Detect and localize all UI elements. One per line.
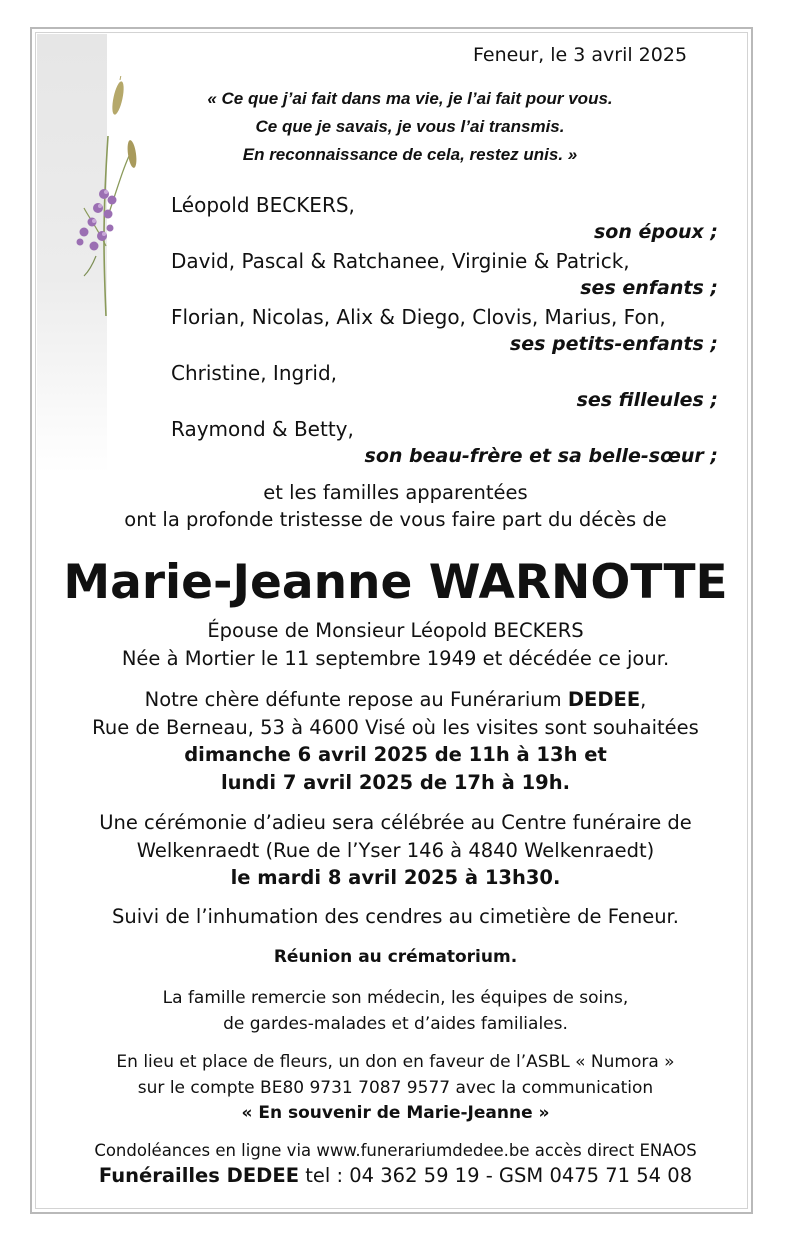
family-names-5: Raymond & Betty,: [171, 417, 354, 441]
family-relation-5: son beau-frère et sa belle-sœur ;: [364, 445, 718, 467]
donation-line-2: sur le compte BE80 9731 7087 9577 avec la communication: [137, 1078, 654, 1098]
rest-line-1-text: Notre chère défunte repose au Funérarium: [144, 688, 568, 711]
quote-line-3: En reconnaissance de cela, restez unis. »: [242, 145, 578, 164]
rest-line-1-suffix: ,: [640, 688, 647, 711]
family-names-2: David, Pascal & Ratchanee, Virginie & Patrick,: [171, 249, 630, 273]
deceased-name: Marie-Jeanne WARNOTTE: [63, 555, 728, 610]
family-relation-4: ses filleules ;: [576, 389, 718, 411]
ceremony-line-1: Une cérémonie d’adieu sera célébrée au Centre funéraire de: [99, 811, 692, 834]
family-relation-3: ses petits-enfants ;: [509, 333, 718, 355]
quote-line-2: Ce que je savais, je vous l’ai transmis.: [255, 117, 565, 136]
birth-line: Née à Mortier le 11 septembre 1949 et décédée ce jour.: [121, 647, 670, 670]
rest-line-2: Rue de Berneau, 53 à 4600 Visé où les visites sont souhaitées: [92, 716, 699, 739]
quote-line-1: « Ce que j’ai fait dans ma vie, je l’ai fait pour vous.: [207, 89, 613, 108]
family-names-4: Christine, Ingrid,: [171, 361, 338, 385]
footer-brand: Funérailles DEDEE: [98, 1164, 300, 1187]
donation-line-1: En lieu et place de fleurs, un don en faveur de l’ASBL « Numora »: [116, 1052, 675, 1072]
family-names-1: Léopold BECKERS,: [171, 193, 355, 217]
flower-illustration: [66, 76, 150, 316]
family-relation-1: son époux ;: [593, 221, 718, 243]
donation-communication: « En souvenir de Marie-Jeanne »: [241, 1103, 550, 1123]
notice-date: Feneur, le 3 avril 2025: [473, 44, 688, 66]
intro-line-1: et les familles apparentées: [263, 481, 528, 504]
ceremony-time: le mardi 8 avril 2025 à 13h30.: [230, 866, 561, 889]
visit-time-2: lundi 7 avril 2025 de 17h à 19h.: [220, 771, 571, 794]
thanks-line-2: de gardes-malades et d’aides familiales.: [223, 1014, 568, 1034]
funeral-home-name: DEDEE: [567, 688, 641, 711]
intro-line-2: ont la profonde tristesse de vous faire part du décès de: [124, 508, 667, 531]
footer-phones: tel : 04 362 59 19 - GSM 0475 71 54 08: [299, 1164, 693, 1187]
ceremony-line-2: Welkenraedt (Rue de l’Yser 146 à 4840 Welkenraedt): [136, 839, 655, 862]
reunion-line: Réunion au crématorium.: [273, 947, 518, 967]
spouse-line: Épouse de Monsieur Léopold BECKERS: [207, 619, 584, 642]
thanks-line-1: La famille remercie son médecin, les équipes de soins,: [162, 988, 629, 1008]
burial-line: Suivi de l’inhumation des cendres au cimetière de Feneur.: [112, 905, 679, 928]
visit-time-1: dimanche 6 avril 2025 de 11h à 13h et: [184, 743, 607, 766]
footer-contact: [0, 1164, 791, 1187]
rest-line-1: [0, 688, 791, 711]
family-names-3: Florian, Nicolas, Alix & Diego, Clovis, Marius, Fon,: [171, 305, 666, 329]
family-relation-2: ses enfants ;: [580, 277, 718, 299]
condolences-line: Condoléances en ligne via www.funerariumdedee.be accès direct ENAOS: [94, 1141, 697, 1160]
